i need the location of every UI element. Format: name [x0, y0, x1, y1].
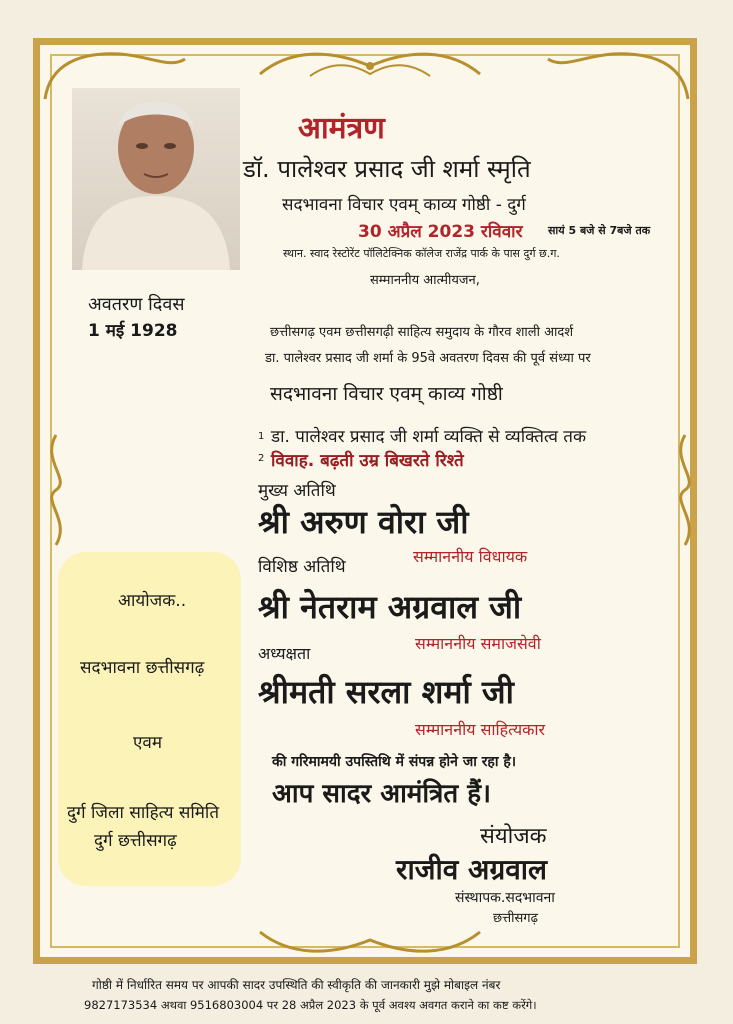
convener-place: छत्तीसगढ़	[493, 911, 538, 926]
event-venue: स्थान. स्वाद रेस्टोरेंट पॉलिटेक्निक कॉलेज राजेंद्र पार्क के पास दुर्ग छ.ग.	[283, 247, 560, 260]
event-date: 30 अप्रैल 2023 रविवार	[358, 222, 523, 242]
birth-label: अवतरण दिवस	[88, 294, 185, 315]
topic-2-text: विवाह. बढ़ती उम्र बिखरते रिश्ते	[271, 451, 464, 471]
convener-label: संयोजक	[480, 824, 547, 849]
topic-2-number: 2	[258, 453, 265, 464]
convener-name: राजीव अग्रवाल	[396, 853, 548, 886]
presence-line: की गरिमामयी उपस्तिथि में संपन्न होने जा रहा है।	[272, 754, 517, 770]
invite-line: आप सादर आमंत्रित हैं।	[272, 779, 491, 809]
special-guest-name: श्री नेतराम अग्रवाल जी	[258, 588, 522, 626]
organizer-name-2: दुर्ग जिला साहित्य समिति	[67, 803, 220, 823]
bottom-flourish	[250, 926, 490, 962]
body-line-1: छत्तीसगढ़ एवम छत्तीसगढ़ी साहित्य समुदाय के गौरव शाली आदर्श	[270, 325, 574, 340]
invitation-heading: आमंत्रण	[298, 111, 385, 146]
organizer-joiner: एवम	[133, 733, 163, 753]
organizer-label: आयोजक..	[118, 591, 187, 611]
event-subtitle: सदभावना विचार एवम् काव्य गोष्ठी - दुर्ग	[282, 195, 526, 215]
special-guest-label: विशिष्ठ अतिथि	[258, 557, 346, 577]
organizer-place-2: दुर्ग छत्तीसगढ़	[94, 831, 177, 851]
convener-role: संस्थापक.सदभावना	[455, 890, 555, 906]
chief-guest-title: सम्माननीय विधायक	[413, 547, 528, 566]
president-label: अध्यक्षता	[258, 644, 311, 663]
chief-guest-name: श्री अरुण वोरा जी	[258, 503, 469, 541]
portrait-photo	[72, 88, 240, 270]
special-guest-title: सम्माननीय समाजसेवी	[415, 634, 541, 653]
chief-guest-label: मुख्य अतिथि	[258, 481, 336, 501]
event-name: सदभावना विचार एवम् काव्य गोष्ठी	[270, 383, 503, 405]
event-time: सायं 5 बजे से 7बजे तक	[548, 224, 651, 237]
president-name: श्रीमती सरला शर्मा जी	[258, 673, 514, 711]
corner-flourish-tr	[543, 44, 693, 104]
president-title: सम्माननीय साहित्यकार	[415, 720, 546, 739]
body-line-2: डा. पालेश्वर प्रसाद जी शर्मा के 95वे अवतरण दिवस की पूर्व संध्या पर	[265, 351, 591, 366]
memorial-title: डॉ. पालेश्वर प्रसाद जी शर्मा स्मृति	[243, 155, 531, 183]
left-flourish	[36, 430, 76, 550]
birth-date: 1 मई 1928	[88, 321, 178, 341]
organizer-name-1: सदभावना छत्तीसगढ़	[80, 658, 205, 678]
top-flourish	[250, 44, 490, 84]
topic-1-number: 1	[258, 431, 265, 442]
salutation: सम्माननीय आत्मीयजन,	[370, 273, 480, 288]
right-flourish	[665, 430, 705, 550]
footer-line-1: गोष्ठी में निर्धारित समय पर आपकी सादर उपस्थिति की स्वीकृति की जानकारी मुझे मोबाइल नंबर	[92, 978, 501, 992]
topic-1-text: डा. पालेश्वर प्रसाद जी शर्मा व्यक्ति से व्यक्तित्व तक	[271, 427, 587, 447]
footer-line-2: 9827173534 अथवा 9516803004 पर 28 अप्रैल 2023 के पूर्व अवश्य अवगत कराने का कष्ट करेंगे।	[84, 998, 537, 1012]
